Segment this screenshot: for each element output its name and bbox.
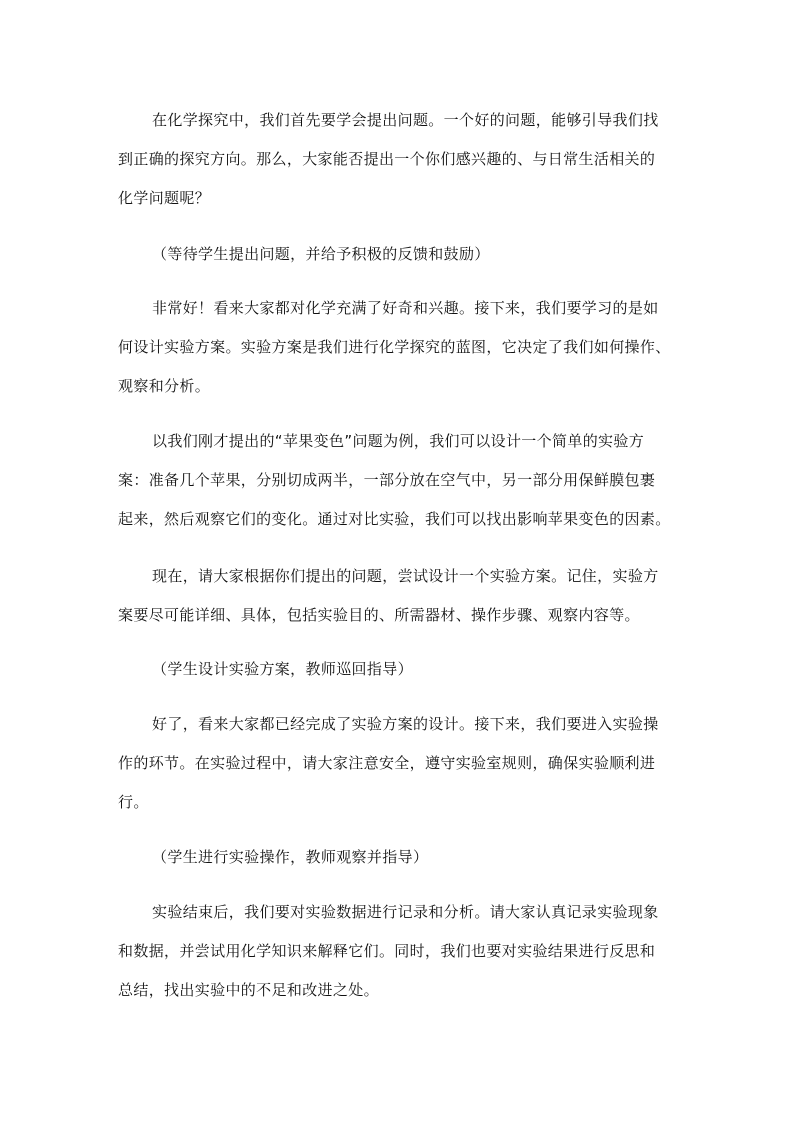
- paragraph-2-line-3: 观察和分析。: [118, 377, 211, 395]
- note-2-line-1: （学生设计实验方案，教师巡回指导）: [152, 660, 413, 678]
- note-3-line-1: （学生进行实验操作，教师观察并指导）: [152, 848, 429, 866]
- paragraph-6-line-3: 总结，找出实验中的不足和改进之处。: [118, 981, 379, 999]
- paragraph-2-line-2: 何设计实验方案。实验方案是我们进行化学探究的蓝图，它决定了我们如何操作、: [118, 338, 671, 356]
- paragraph-1-line-2: 到正确的探究方向。那么，大家能否提出一个你们感兴趣的、与日常生活相关的: [118, 150, 656, 168]
- paragraph-4-line-2: 案要尽可能详细、具体，包括实验目的、所需器材、操作步骤、观察内容等。: [118, 606, 640, 624]
- paragraph-5-line-2: 作的环节。在实验过程中，请大家注意安全，遵守实验室规则，确保实验顺利进: [118, 754, 656, 772]
- paragraph-5-line-1: 好了，看来大家都已经完成了实验方案的设计。接下来，我们要进入实验操: [152, 715, 659, 733]
- paragraph-1-line-3: 化学问题呢？: [118, 189, 211, 207]
- paragraph-3-line-2: 案：准备几个苹果，分别切成两半，一部分放在空气中，另一部分用保鲜膜包裹: [118, 471, 656, 489]
- paragraph-6-line-2: 和数据，并尝试用化学知识来解释它们。同时，我们也要对实验结果进行反思和: [118, 942, 656, 960]
- paragraph-4-line-1: 现在，请大家根据你们提出的问题，尝试设计一个实验方案。记住，实验方: [152, 567, 659, 585]
- note-1-line-1: （等待学生提出问题，并给予积极的反馈和鼓励）: [152, 245, 490, 263]
- paragraph-3-line-1: 以我们刚才提出的“苹果变色”问题为例，我们可以设计一个简单的实验方: [152, 432, 645, 450]
- paragraph-6-line-1: 实验结束后，我们要对实验数据进行记录和分析。请大家认真记录实验现象: [152, 903, 659, 921]
- paragraph-3-line-3: 起来，然后观察它们的变化。通过对比实验，我们可以找出影响苹果变色的因素。: [118, 510, 671, 528]
- paragraph-2-line-1: 非常好！看来大家都对化学充满了好奇和兴趣。接下来，我们要学习的是如: [152, 299, 659, 317]
- paragraph-5-line-3: 行。: [118, 793, 149, 811]
- paragraph-1-line-1: 在化学探究中，我们首先要学会提出问题。一个好的问题，能够引导我们找: [152, 111, 659, 129]
